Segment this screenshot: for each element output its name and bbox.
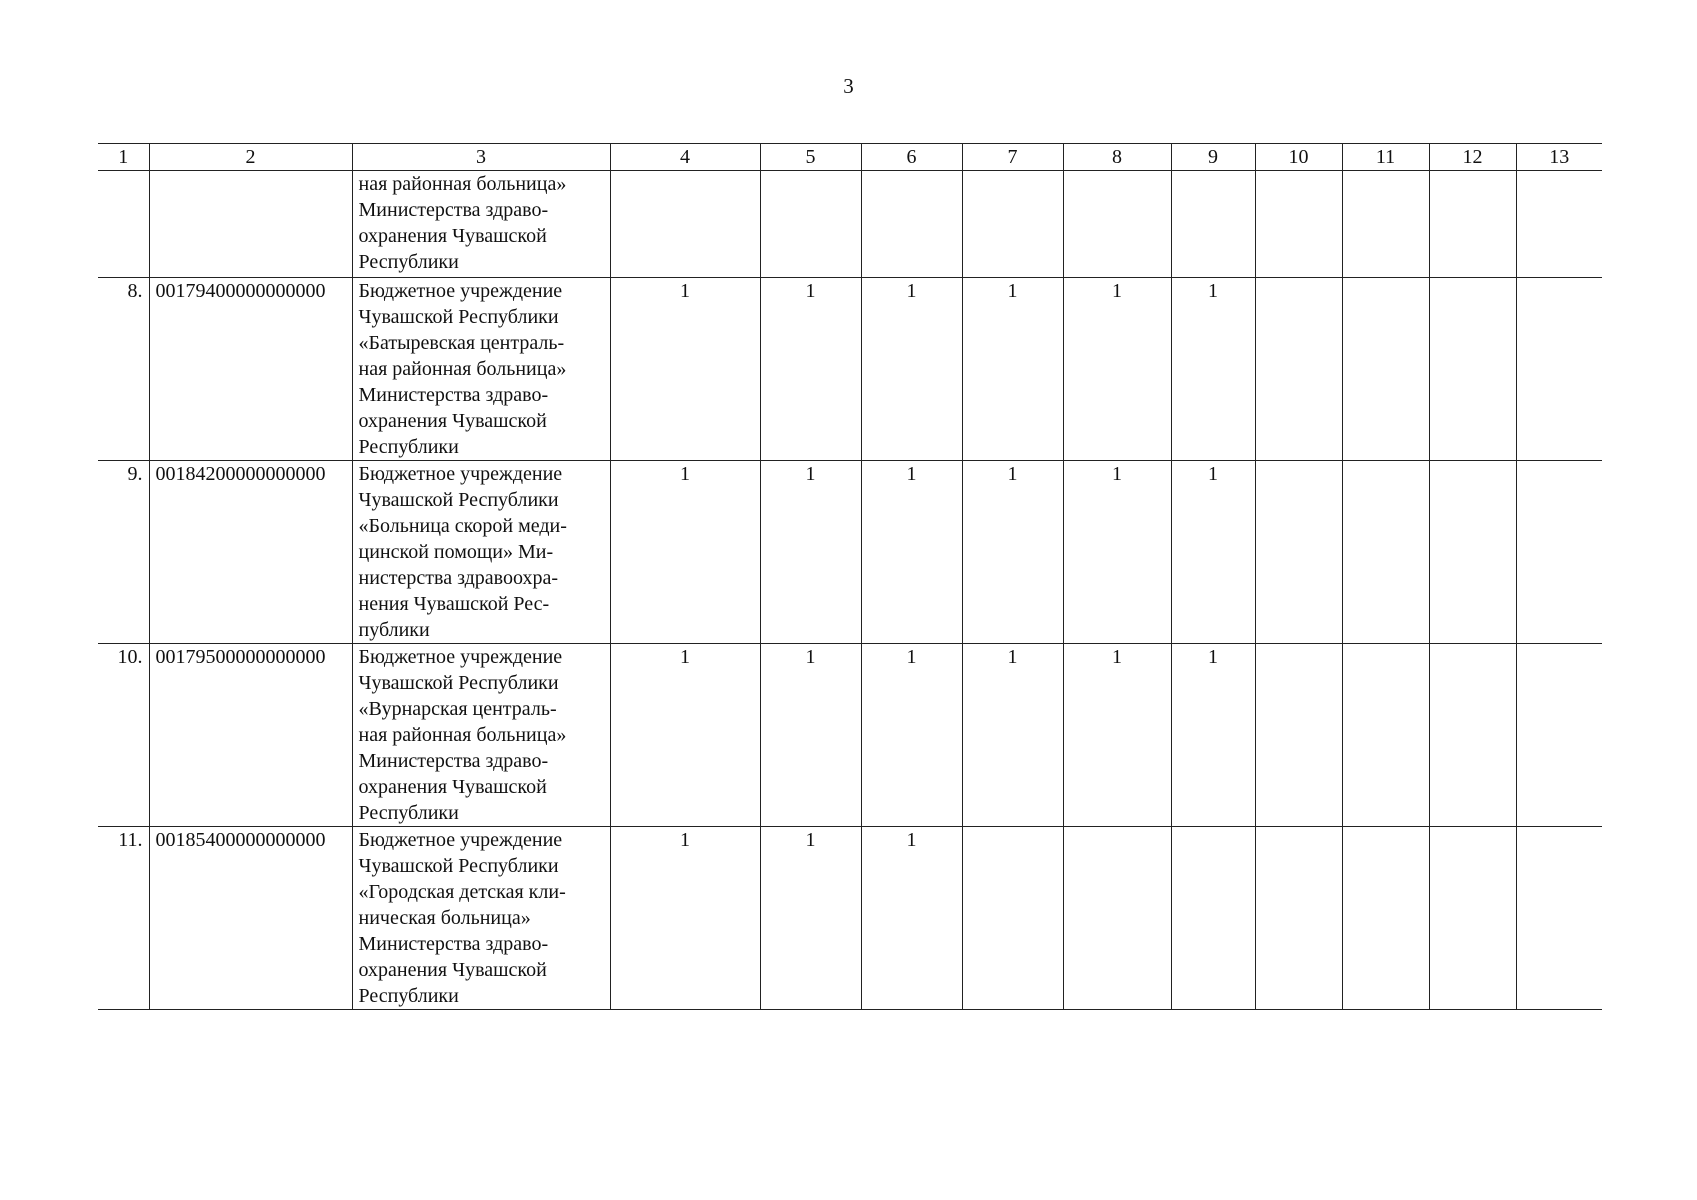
value-cell: 1 <box>610 827 760 1010</box>
value-cell: 1 <box>962 644 1063 827</box>
value-cell <box>1255 827 1342 1010</box>
name-line: Министерства здраво- <box>358 750 549 772</box>
value-cell: 1 <box>610 461 760 644</box>
name-line: ная районная больница» <box>358 358 567 380</box>
header-row <box>98 144 1602 171</box>
name-line: Бюджетное учреждение <box>358 280 563 302</box>
name-line: ная районная больница» <box>358 724 567 746</box>
value-cell: 1 <box>1063 278 1171 461</box>
column-header: 5 <box>760 144 861 171</box>
name-line: Министерства здраво- <box>358 384 549 406</box>
name-line: ная районная больница» <box>358 173 567 195</box>
column-header: 9 <box>1171 144 1255 171</box>
row-name-cell <box>352 461 610 644</box>
row-number-cell: 11. <box>98 827 149 1010</box>
value-cell: 1 <box>861 278 962 461</box>
table-row <box>98 278 1602 461</box>
name-line: «Больница скорой меди- <box>358 515 567 537</box>
column-header: 2 <box>149 144 352 171</box>
name-line: Бюджетное учреждение <box>358 463 563 485</box>
value-cell <box>1171 827 1255 1010</box>
value-cell <box>1342 278 1429 461</box>
column-header: 3 <box>352 144 610 171</box>
value-cell: 1 <box>760 278 861 461</box>
row-name-cell <box>352 827 610 1010</box>
column-header: 12 <box>1429 144 1516 171</box>
row-number-cell <box>98 171 149 278</box>
name-line: «Городская детская кли- <box>358 881 566 903</box>
page-number: 3 <box>843 74 854 98</box>
name-line: Республики <box>358 802 459 824</box>
name-line: нистерства здравоохра- <box>358 567 559 589</box>
name-line: публики <box>358 619 430 641</box>
name-line: цинской помощи» Ми- <box>358 541 554 563</box>
column-header: 1 <box>98 144 149 171</box>
row-name-cell <box>352 278 610 461</box>
row-code-cell: 00179500000000000 <box>149 644 352 827</box>
value-cell <box>1429 644 1516 827</box>
table-row-continuation <box>98 171 1602 278</box>
row-name-cell <box>352 644 610 827</box>
row-code-cell <box>149 171 352 278</box>
value-cell: 1 <box>1063 644 1171 827</box>
value-cell <box>1342 171 1429 278</box>
value-cell: 1 <box>760 644 861 827</box>
value-cell <box>1429 461 1516 644</box>
row-code-cell: 00179400000000000 <box>149 278 352 461</box>
name-line: охранения Чувашской <box>358 410 547 432</box>
name-line: Чувашской Республики <box>358 306 559 328</box>
value-cell <box>1063 827 1171 1010</box>
value-cell <box>861 171 962 278</box>
value-cell: 1 <box>861 461 962 644</box>
column-header: 11 <box>1342 144 1429 171</box>
value-cell: 1 <box>1171 278 1255 461</box>
value-cell <box>1516 461 1602 644</box>
value-cell: 1 <box>962 278 1063 461</box>
name-line: Чувашской Республики <box>358 672 559 694</box>
value-cell <box>1429 827 1516 1010</box>
value-cell <box>1516 171 1602 278</box>
value-cell <box>1516 278 1602 461</box>
value-cell: 1 <box>861 827 962 1010</box>
row-name-cell <box>352 171 610 278</box>
name-line: Республики <box>358 251 459 273</box>
name-line: охранения Чувашской <box>358 776 547 798</box>
value-cell <box>1342 461 1429 644</box>
value-cell <box>962 171 1063 278</box>
value-cell: 1 <box>1171 461 1255 644</box>
value-cell: 1 <box>610 644 760 827</box>
column-header: 13 <box>1516 144 1602 171</box>
name-line: Бюджетное учреждение <box>358 646 563 668</box>
name-line: ническая больница» <box>358 907 531 929</box>
row-number-cell: 8. <box>98 278 149 461</box>
value-cell: 1 <box>760 461 861 644</box>
value-cell <box>962 827 1063 1010</box>
value-cell <box>1255 644 1342 827</box>
name-line: охранения Чувашской <box>358 959 547 981</box>
value-cell <box>1342 644 1429 827</box>
value-cell <box>610 171 760 278</box>
value-cell <box>1255 461 1342 644</box>
value-cell <box>1255 171 1342 278</box>
value-cell <box>1255 278 1342 461</box>
value-cell <box>1429 171 1516 278</box>
name-line: Бюджетное учреждение <box>358 829 563 851</box>
name-line: Министерства здраво- <box>358 933 549 955</box>
value-cell: 1 <box>861 644 962 827</box>
value-cell <box>1516 644 1602 827</box>
table-row <box>98 644 1602 827</box>
value-cell: 1 <box>610 278 760 461</box>
value-cell <box>1342 827 1429 1010</box>
name-line: Республики <box>358 985 459 1007</box>
table-row <box>98 827 1602 1010</box>
row-code-cell: 00184200000000000 <box>149 461 352 644</box>
value-cell <box>1171 171 1255 278</box>
value-cell: 1 <box>760 827 861 1010</box>
name-line: Министерства здраво- <box>358 199 549 221</box>
name-line: «Вурнарская централь- <box>358 698 557 720</box>
value-cell: 1 <box>1171 644 1255 827</box>
row-number-cell: 9. <box>98 461 149 644</box>
column-header: 6 <box>861 144 962 171</box>
value-cell <box>760 171 861 278</box>
name-line: охранения Чувашской <box>358 225 547 247</box>
value-cell: 1 <box>962 461 1063 644</box>
name-line: Чувашской Республики <box>358 489 559 511</box>
name-line: Республики <box>358 436 459 458</box>
column-header: 4 <box>610 144 760 171</box>
column-header: 10 <box>1255 144 1342 171</box>
name-line: Чувашской Республики <box>358 855 559 877</box>
row-code-cell: 00185400000000000 <box>149 827 352 1010</box>
row-number-cell: 10. <box>98 644 149 827</box>
value-cell <box>1516 827 1602 1010</box>
name-line: «Батыревская централь- <box>358 332 565 354</box>
table-row <box>98 461 1602 644</box>
column-header: 8 <box>1063 144 1171 171</box>
registry-table <box>98 143 1602 1010</box>
value-cell <box>1063 171 1171 278</box>
column-header: 7 <box>962 144 1063 171</box>
name-line: нения Чувашской Рес- <box>358 593 550 615</box>
value-cell: 1 <box>1063 461 1171 644</box>
value-cell <box>1429 278 1516 461</box>
